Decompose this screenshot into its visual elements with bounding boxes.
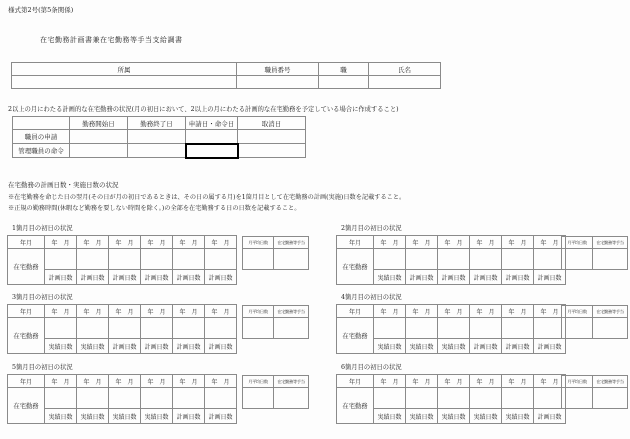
day-type-label: 実績日数 [374,409,406,424]
month-block-6 [336,364,566,424]
year-month-header: 年 月 [374,375,406,388]
day-type-label: 計画日数 [109,270,141,285]
day-input-cell[interactable] [374,318,406,339]
order-input-cell[interactable] [238,144,306,158]
day-input-cell[interactable] [77,388,109,409]
side-input-cell[interactable] [243,318,274,339]
side-table-header-allowance: 在宅勤務等手当 [593,376,628,388]
days-section-note-1: ※在宅勤務を命じた日の翌月(その日が月の初日であるときは、その日の属する月)を1箇月目として在宅勤務の計画(実施)日数を記載すること。 [8,194,406,201]
year-month-header: 年 月 [502,305,534,318]
day-type-label: 実績日数 [77,339,109,354]
day-type-label: 計画日数 [438,270,470,285]
side-table-header-allowance: 在宅勤務等手当 [274,306,309,318]
order-col-header-end: 勤務終了日 [128,117,186,130]
month-table [7,235,237,285]
day-input-cell[interactable] [406,388,438,409]
order-input-cell[interactable] [70,130,128,144]
employee-col-header-name: 氏名 [369,63,441,76]
day-input-cell[interactable] [374,249,406,270]
side-input-cell[interactable] [593,388,628,409]
month-block-title: 6箇月目の初日の状況 [341,364,402,371]
day-type-label: 実績日数 [374,270,406,285]
month-table [336,235,566,285]
day-input-cell[interactable] [173,388,205,409]
year-month-corner: 年月 [8,236,45,249]
employee-col-header-affiliation: 所属 [12,63,237,76]
side-table-header-allowance: 在宅勤務等手当 [593,306,628,318]
telework-row-label: 在宅勤務 [8,318,45,354]
day-type-label: 計画日数 [534,270,566,285]
year-month-header: 年 月 [173,375,205,388]
side-input-cell[interactable] [243,249,274,270]
day-input-cell[interactable] [438,249,470,270]
day-input-cell[interactable] [141,249,173,270]
year-month-header: 年 月 [109,375,141,388]
side-table-header-avg-days: 月平均日数 [562,376,593,388]
day-type-label: 実績日数 [470,409,502,424]
page-title: 在宅勤務計画書兼在宅勤務等手当支給調書 [40,36,183,44]
employee-name-cell[interactable] [369,76,441,89]
side-input-cell[interactable] [593,318,628,339]
day-type-label: 実績日数 [141,409,173,424]
year-month-header: 年 月 [502,236,534,249]
day-input-cell[interactable] [109,249,141,270]
side-table-header-avg-days: 月平均日数 [243,306,274,318]
year-month-header: 年 月 [374,236,406,249]
day-input-cell[interactable] [45,249,77,270]
year-month-header: 年 月 [406,375,438,388]
day-input-cell[interactable] [470,388,502,409]
side-input-cell[interactable] [243,388,274,409]
day-type-label: 実績日数 [45,409,77,424]
day-input-cell[interactable] [502,388,534,409]
year-month-header: 年 月 [470,305,502,318]
day-type-label: 実績日数 [109,409,141,424]
day-type-label: 実績日数 [438,409,470,424]
employee-col-header-position: 職 [319,63,369,76]
order-table [12,116,306,159]
month-block-3 [7,294,237,354]
order-input-cell[interactable] [128,130,186,144]
form-number: 様式第2号(第5条関係) [8,6,74,14]
telework-row-label: 在宅勤務 [337,318,374,354]
month-table [336,304,566,354]
year-month-header: 年 月 [45,305,77,318]
day-input-cell[interactable] [205,249,237,270]
month-block-title: 5箇月目の初日の状況 [12,364,73,371]
month-block-5 [7,364,237,424]
day-type-label: 計画日数 [141,339,173,354]
day-type-label: 計画日数 [406,270,438,285]
day-type-label: 実績日数 [502,409,534,424]
telework-row-label: 在宅勤務 [337,249,374,285]
days-section-title: 在宅勤務の計画日数・実施日数の状況 [8,181,119,189]
day-type-label: 計画日数 [45,270,77,285]
telework-row-label: 在宅勤務 [337,388,374,424]
day-input-cell[interactable] [205,388,237,409]
day-input-cell[interactable] [205,318,237,339]
day-input-cell[interactable] [438,388,470,409]
month-block-title: 1箇月目の初日の状況 [12,225,73,232]
year-month-header: 年 月 [502,375,534,388]
day-input-cell[interactable] [45,388,77,409]
day-input-cell[interactable] [45,318,77,339]
employee-table [11,62,441,89]
day-type-label: 計画日数 [141,270,173,285]
day-type-label: 計画日数 [205,339,237,354]
side-input-cell[interactable] [593,249,628,270]
days-section-note-2: ※正規の勤務時間(休暇など勤務を要しない時間を除く。)の全部を在宅勤務する日の日数を記載すること。 [8,205,301,212]
month-block-title: 3箇月目の初日の状況 [12,294,73,301]
side-table-header-avg-days: 月平均日数 [243,376,274,388]
day-type-label: 計画日数 [109,339,141,354]
year-month-corner: 年月 [337,375,374,388]
side-table-6 [561,375,628,409]
year-month-header: 年 月 [45,375,77,388]
side-input-cell[interactable] [562,318,593,339]
month-block-2 [336,225,566,285]
side-input-cell[interactable] [562,388,593,409]
day-type-label: 計画日数 [173,270,205,285]
day-input-cell[interactable] [141,318,173,339]
month-block-4 [336,294,566,354]
employee-col-header-number: 職員番号 [237,63,319,76]
year-month-header: 年 月 [77,305,109,318]
month-block-title: 4箇月目の初日の状況 [341,294,402,301]
selected-order-input-cell[interactable] [186,144,238,158]
order-input-cell[interactable] [186,130,238,144]
year-month-corner: 年月 [337,305,374,318]
year-month-header: 年 月 [77,236,109,249]
day-input-cell[interactable] [141,388,173,409]
month-table [7,304,237,354]
year-month-header: 年 月 [374,305,406,318]
year-month-header: 年 月 [141,305,173,318]
year-month-header: 年 月 [109,305,141,318]
year-month-header: 年 月 [205,305,237,318]
year-month-header: 年 月 [406,236,438,249]
order-corner-cell [13,117,70,130]
month-block-1 [7,225,237,285]
day-input-cell[interactable] [173,318,205,339]
order-input-cell[interactable] [70,144,128,158]
month-block-title: 2箇月目の初日の状況 [341,225,402,232]
side-table-header-avg-days: 月平均日数 [562,237,593,249]
day-input-cell[interactable] [438,318,470,339]
day-input-cell[interactable] [109,388,141,409]
day-type-label: 計画日数 [470,339,502,354]
day-input-cell[interactable] [470,318,502,339]
day-type-label: 計画日数 [77,270,109,285]
year-month-header: 年 月 [141,236,173,249]
side-table-4 [561,305,628,339]
day-input-cell[interactable] [77,249,109,270]
day-input-cell[interactable] [406,249,438,270]
plan-note: 2以上の月にわたる計画的な在宅勤務の状況(月の初日において、2以上の月にわたる計画的な在宅勤務を予定している場合に作成すること) [8,106,399,113]
year-month-header: 年 月 [77,375,109,388]
day-type-label: 計画日数 [502,270,534,285]
order-input-cell[interactable] [238,130,306,144]
year-month-header: 年 月 [205,375,237,388]
day-type-label: 計画日数 [205,409,237,424]
day-type-label: 実績日数 [438,339,470,354]
side-table-header-allowance: 在宅勤務等手当 [274,376,309,388]
employee-number-cell[interactable] [237,76,319,89]
year-month-header: 年 月 [406,305,438,318]
side-input-cell[interactable] [562,249,593,270]
day-input-cell[interactable] [109,318,141,339]
day-type-label: 実績日数 [406,409,438,424]
day-type-label: 計画日数 [173,339,205,354]
employee-position-cell[interactable] [319,76,369,89]
year-month-header: 年 月 [109,236,141,249]
day-type-label: 計画日数 [502,339,534,354]
year-month-header: 年 月 [173,305,205,318]
side-input-cell[interactable] [274,318,309,339]
year-month-header: 年 月 [141,375,173,388]
day-type-label: 計画日数 [470,270,502,285]
order-input-cell[interactable] [128,144,186,158]
year-month-header: 年 月 [470,236,502,249]
employee-affiliation-cell[interactable] [12,76,237,89]
day-input-cell[interactable] [77,318,109,339]
side-table-header-allowance: 在宅勤務等手当 [274,237,309,249]
telework-row-label: 在宅勤務 [8,249,45,285]
side-table-header-allowance: 在宅勤務等手当 [593,237,628,249]
year-month-corner: 年月 [8,375,45,388]
year-month-header: 年 月 [173,236,205,249]
day-type-label: 計画日数 [173,409,205,424]
year-month-header: 年 月 [45,236,77,249]
side-table-header-avg-days: 月平均日数 [243,237,274,249]
year-month-header: 年 月 [438,305,470,318]
day-input-cell[interactable] [374,388,406,409]
side-input-cell[interactable] [274,388,309,409]
order-col-header-request-date: 申請日・命令日 [186,117,238,130]
year-month-header: 年 月 [534,305,566,318]
year-month-corner: 年月 [337,236,374,249]
day-input-cell[interactable] [406,318,438,339]
day-type-label: 実績日数 [45,339,77,354]
day-type-label: 計画日数 [205,270,237,285]
day-type-label: 実績日数 [374,339,406,354]
side-table-1 [242,236,309,270]
order-col-header-cancel-date: 取消日 [238,117,306,130]
day-input-cell[interactable] [502,249,534,270]
year-month-corner: 年月 [8,305,45,318]
side-table-2 [561,236,628,270]
day-input-cell[interactable] [173,249,205,270]
day-input-cell[interactable] [502,318,534,339]
day-type-label: 計画日数 [534,339,566,354]
year-month-header: 年 月 [534,236,566,249]
month-table [336,374,566,424]
year-month-header: 年 月 [438,375,470,388]
side-table-header-avg-days: 月平均日数 [562,306,593,318]
year-month-header: 年 月 [205,236,237,249]
year-month-header: 年 月 [470,375,502,388]
telework-row-label: 在宅勤務 [8,388,45,424]
side-table-5 [242,375,309,409]
day-type-label: 実績日数 [406,339,438,354]
day-type-label: 計画日数 [534,409,566,424]
day-type-label: 実績日数 [77,409,109,424]
side-table-3 [242,305,309,339]
month-table [7,374,237,424]
year-month-header: 年 月 [438,236,470,249]
order-row-header-manager-order: 管理職員の命令 [13,144,70,158]
order-row-header-application: 職員の申請 [13,130,70,144]
side-input-cell[interactable] [274,249,309,270]
order-col-header-start: 勤務開始日 [70,117,128,130]
year-month-header: 年 月 [534,375,566,388]
day-input-cell[interactable] [470,249,502,270]
